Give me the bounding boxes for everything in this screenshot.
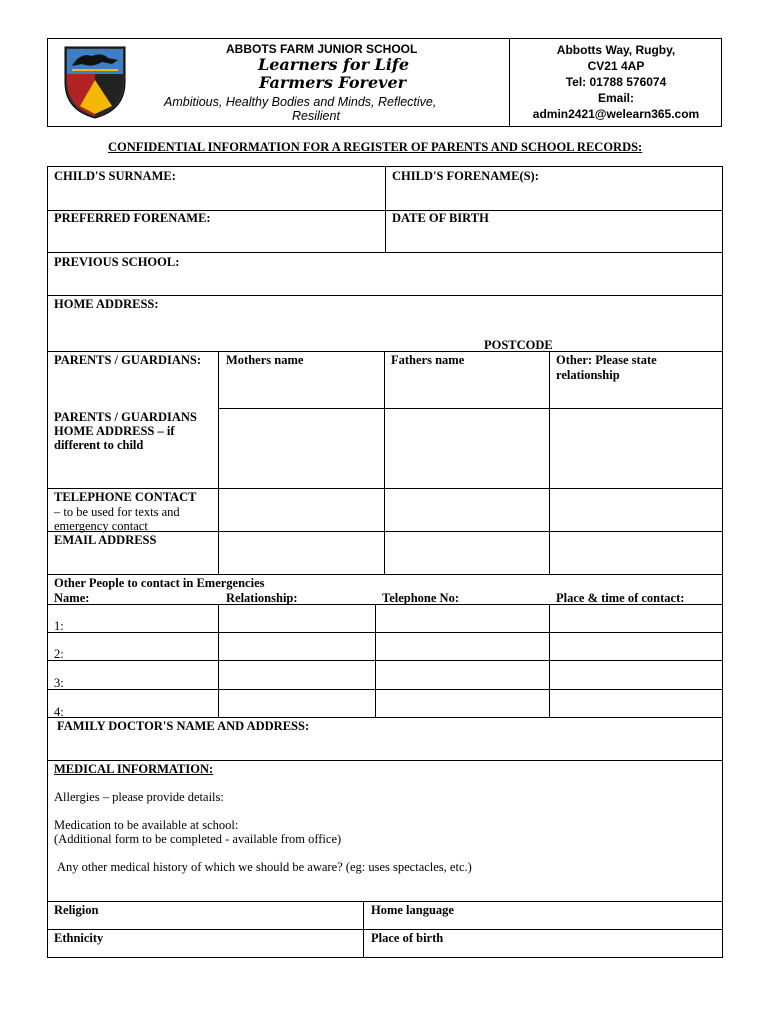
row-line xyxy=(47,295,723,296)
place-of-birth-label: Place of birth xyxy=(371,931,444,945)
ethnicity-field[interactable] xyxy=(120,930,362,956)
mothers-name-field[interactable] xyxy=(219,368,383,407)
emergency-row-2: 2: xyxy=(54,647,64,661)
telephone-note-1: – to be used for texts and xyxy=(54,505,180,519)
emergency-row-3: 3: xyxy=(54,676,64,690)
mothers-name-label: Mothers name xyxy=(226,353,304,367)
place-of-birth-field[interactable] xyxy=(470,930,721,956)
allergies-field[interactable] xyxy=(260,788,720,806)
home-language-label: Home language xyxy=(371,903,454,917)
school-values-line-2: Resilient xyxy=(292,109,340,123)
school-values-line-1: Ambitious, Healthy Bodies and Minds, Reflective, xyxy=(164,95,437,109)
row-line xyxy=(47,351,723,352)
home-language-field[interactable] xyxy=(470,902,721,928)
other-email-field[interactable] xyxy=(550,532,721,573)
other-relationship-label-2: relationship xyxy=(556,368,620,382)
religion-label: Religion xyxy=(54,903,99,917)
school-crest-logo xyxy=(62,44,128,120)
previous-school-label: PREVIOUS SCHOOL: xyxy=(54,255,180,269)
mother-email-field[interactable] xyxy=(219,532,383,573)
fathers-name-label: Fathers name xyxy=(391,353,465,367)
row-line xyxy=(47,632,723,633)
ethnicity-label: Ethnicity xyxy=(54,931,104,945)
parents-address-label-3: different to child xyxy=(54,438,144,452)
col-line xyxy=(363,901,364,957)
medication-field[interactable] xyxy=(420,832,720,850)
col-line xyxy=(218,604,219,717)
motto-line-2: Farmers Forever xyxy=(259,73,407,92)
telephone-note-2: emergency contact xyxy=(54,519,148,533)
table-right-border xyxy=(722,166,723,958)
mother-telephone-field[interactable] xyxy=(219,489,383,530)
school-name: ABBOTS FARM JUNIOR SCHOOL xyxy=(226,42,418,56)
row-line xyxy=(47,574,723,575)
home-address-label: HOME ADDRESS: xyxy=(54,297,159,311)
postcode-label: POSTCODE xyxy=(484,338,553,352)
childs-forenames-field[interactable] xyxy=(386,184,721,209)
mother-address-field[interactable] xyxy=(219,409,383,487)
home-address-field[interactable] xyxy=(48,312,478,350)
address-line-1: Abbotts Way, Rugby, xyxy=(556,43,676,57)
other-telephone-field[interactable] xyxy=(550,489,721,530)
fathers-name-field[interactable] xyxy=(385,368,548,407)
school-telephone: Tel: 01788 576074 xyxy=(565,75,667,89)
emergency-col-telephone: Telephone No: xyxy=(382,591,459,605)
medication-label-2: (Additional form to be completed - available from office) xyxy=(54,832,342,846)
row-line xyxy=(47,689,723,690)
row-line xyxy=(47,760,723,761)
motto-line-1: Learners for Life xyxy=(258,55,409,74)
preferred-forename-field[interactable] xyxy=(48,226,384,251)
preferred-forename-label: PREFERRED FORENAME: xyxy=(54,211,211,225)
other-relationship-label-1: Other: Please state xyxy=(556,353,657,367)
emergency-heading: Other People to contact in Emergencies xyxy=(54,576,265,590)
postcode-field[interactable] xyxy=(560,336,720,350)
email-label: Email: xyxy=(597,91,634,105)
family-doctor-field[interactable] xyxy=(48,734,721,759)
form-title: CONFIDENTIAL INFORMATION FOR A REGISTER OF PARENTS AND SCHOOL RECORDS: xyxy=(108,140,643,154)
family-doctor-label: FAMILY DOCTOR'S NAME AND ADDRESS: xyxy=(57,719,310,733)
childs-surname-label: CHILD'S SURNAME: xyxy=(54,169,176,183)
school-contact xyxy=(510,42,722,122)
emergency-row-4: 4: xyxy=(54,705,64,719)
school-email: admin2421@welearn365.com xyxy=(532,107,700,121)
religion-field[interactable] xyxy=(120,902,362,928)
parents-address-label-2: HOME ADDRESS – if xyxy=(54,424,175,438)
row-line xyxy=(47,717,723,718)
telephone-contact-label: TELEPHONE CONTACT xyxy=(54,490,197,504)
previous-school-field[interactable] xyxy=(48,270,721,294)
row-line xyxy=(47,252,723,253)
col-line xyxy=(549,604,550,717)
father-address-field[interactable] xyxy=(385,409,548,487)
emergency-col-place: Place & time of contact: xyxy=(556,591,685,605)
childs-forenames-label: CHILD'S FORENAME(S): xyxy=(392,169,539,183)
col-line xyxy=(375,604,376,717)
childs-surname-field[interactable] xyxy=(48,184,384,209)
allergies-label: Allergies – please provide details: xyxy=(54,790,224,804)
date-of-birth-field[interactable] xyxy=(386,226,721,251)
other-medical-history-label: Any other medical history of which we should be aware? (eg: uses spectacles, etc.) xyxy=(57,860,472,874)
emergency-row-1: 1: xyxy=(54,619,64,633)
medical-heading: MEDICAL INFORMATION: xyxy=(54,762,214,776)
father-email-field[interactable] xyxy=(385,532,548,573)
father-telephone-field[interactable] xyxy=(385,489,548,530)
parents-address-label-1: PARENTS / GUARDIANS xyxy=(54,410,197,424)
row-line xyxy=(47,660,723,661)
other-medical-history-field[interactable] xyxy=(48,876,721,900)
parents-guardians-label: PARENTS / GUARDIANS: xyxy=(54,353,202,367)
address-line-2: CV21 4AP xyxy=(587,59,645,73)
email-address-label: EMAIL ADDRESS xyxy=(54,533,157,547)
row-line xyxy=(47,957,723,958)
medication-label-1: Medication to be available at school: xyxy=(54,818,239,832)
emergency-col-relationship: Relationship: xyxy=(226,591,298,605)
date-of-birth-label: DATE OF BIRTH xyxy=(392,211,489,225)
emergency-col-name: Name: xyxy=(54,591,90,605)
other-address-field[interactable] xyxy=(550,409,721,487)
other-relationship-field[interactable] xyxy=(550,383,721,407)
